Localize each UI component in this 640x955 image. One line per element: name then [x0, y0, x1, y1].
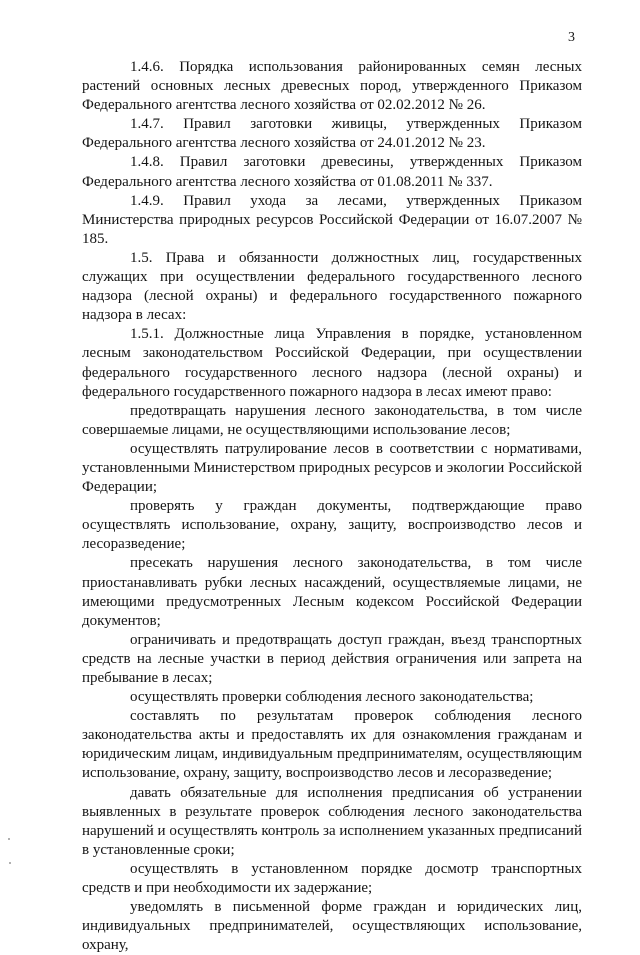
list-item-vehicle-inspection: осуществлять в установленном порядке досмотр транспортных средств и при необходимости их задержание;: [82, 860, 582, 897]
paragraph-1-4-7: 1.4.7. Правил заготовки живицы, утвержденных Приказом Федерального агентства лесного хозяйства от 24.01.2012 № 23.: [82, 116, 582, 152]
paragraph-1-4-9: 1.4.9. Правил ухода за лесами, утвержденных Приказом Министерства природных ресурсов Российской Федерации от 16.07.2007 № 185.: [82, 192, 582, 247]
list-item-restrict-access: ограничивать и предотвращать доступ граждан, въезд транспортных средств на лесные участки в период действия ограничения или запрета на пребывание в лесах;: [82, 631, 582, 686]
list-item-patrol: осуществлять патрулирование лесов в соответствии с нормативами, установленными Министерством природных ресурсов и экологии Российской Федерации;: [82, 440, 582, 496]
list-item-draw-up-acts: составлять по результатам проверок соблюдения лесного законодательства акты и предоставлять их для ознакомления гражданам и юридическим лицам, индивидуальным предпринимателям, осуществляющим использование, охрану, защиту, воспроизводство лесов и лесоразведение;: [82, 708, 582, 782]
paragraph-1-5-1: 1.5.1. Должностные лица Управления в порядке, установленном лесным законодательством Российской Федерации, при осуществлении федерального государственного лесного надзора (лесной охраны) и федерального государственного пожарного надзора в лесах имеют право:: [82, 326, 582, 400]
list-item-orders: давать обязательные для исполнения предписания об устранении выявленных в результате проверок соблюдения лесного законодательства нарушений и осуществлять контроль за исполнением указанных предписаний в установленные сроки;: [82, 784, 582, 858]
list-item-prevent: предотвращать нарушения лесного законодательства, в том числе совершаемые лицами, не осуществляющими использование лесов;: [82, 402, 582, 438]
document-body: [82, 58, 582, 955]
scan-speck: [8, 838, 10, 840]
list-item-inspections: осуществлять проверки соблюдения лесного законодательства;: [130, 689, 534, 706]
list-item-stop-violations: пресекать нарушения лесного законодательства, в том числе приостанавливать рубки лесных насаждений, осуществляемые лицами, не имеющими предусмотренных Лесным кодексом Российской Федерации документов;: [82, 555, 582, 629]
list-item-check-documents: проверять у граждан документы, подтверждающие право осуществлять использование, охрану, защиту, воспроизводство лесов и лесоразведение;: [82, 498, 582, 553]
paragraph-1-5: 1.5. Права и обязанности должностных лиц, государственных служащих при осуществлении федерального государственного лесного надзора (лесной охраны) и федерального государственного пожарного надзора в лесах:: [82, 249, 582, 324]
scan-speck: [9, 862, 11, 864]
page-number: 3: [568, 30, 575, 45]
paragraph-1-4-6: 1.4.6. Порядка использования районированных семян лесных растений основных лесных древесных пород, утвержденного Приказом Федерального агентства лесного хозяйства от 02.02.2012 № 26.: [82, 59, 582, 114]
paragraph-1-4-8: 1.4.8. Правил заготовки древесины, утвержденных Приказом Федерального агентства лесного хозяйства от 01.08.2011 № 337.: [82, 154, 582, 190]
list-item-notify: уведомлять в письменной форме граждан и юридических лиц, индивидуальных предпринимателей, осуществляющих использование, охрану,: [82, 899, 582, 954]
